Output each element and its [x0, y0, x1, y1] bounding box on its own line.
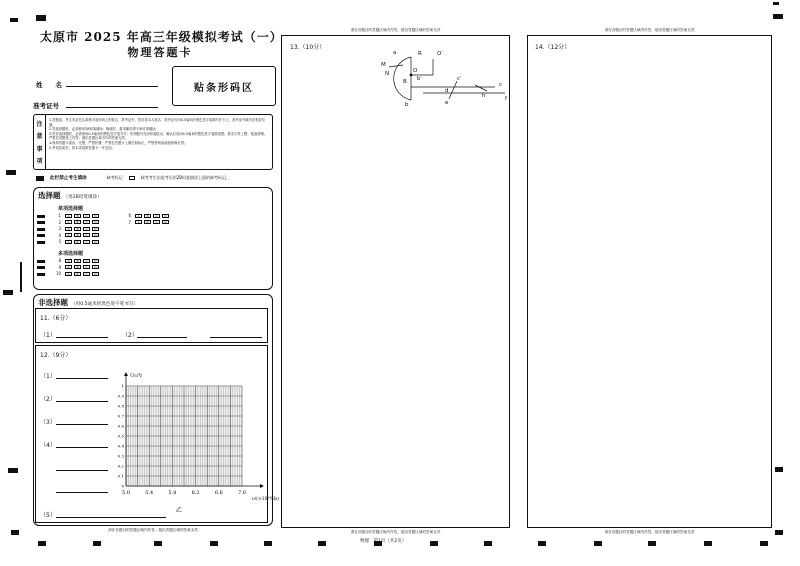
option-bubble[interactable]: B: [74, 272, 81, 276]
option-bubble[interactable]: D: [92, 214, 99, 218]
registration-mark: [704, 541, 712, 546]
timing-mark: [37, 260, 45, 263]
exam-title: 太原市 2025 年高三年级模拟考试（一）: [40, 30, 283, 44]
question-number: 7: [128, 219, 131, 225]
x-axis-label: ν/(×10¹⁴Hz): [252, 497, 280, 502]
multi-choice-head: 多项选择题: [58, 251, 84, 257]
registration-mark: [773, 14, 783, 19]
question-number: 10: [55, 271, 61, 276]
registration-mark: [594, 541, 602, 546]
q12-blank-1[interactable]: [56, 378, 108, 379]
x-axis-arrow: [260, 484, 264, 488]
registration-mark: [6, 170, 16, 175]
label-O: O: [413, 68, 418, 74]
name-label: 姓 名: [36, 81, 62, 89]
option-bubble[interactable]: B: [74, 214, 81, 218]
label-R: R: [418, 51, 422, 57]
x-tick-label: 6.6: [214, 490, 223, 496]
option-bubble[interactable]: C: [83, 259, 90, 263]
choice-row: [55, 271, 99, 276]
option-bubble[interactable]: D: [92, 265, 99, 269]
question-number: 6: [128, 213, 131, 218]
label-N: N: [385, 71, 390, 77]
y-tick-label: 0.7: [117, 413, 124, 419]
q11-blank-2-label: （2）: [122, 332, 138, 339]
notes-text: 1.答题前，考生务必先认真核对条形码上的姓名、准考证号，然后将本人姓名、准考证号用0.5毫米的黑色签字笔填写在卡上，准考证号填写在相应位置。 2.答选择题时，必须使用2B铅笔填涂；修改时，要用橡皮擦干净后再填涂。 3.答非选择题时，必须使用0.5毫米的黑色签字笔书写；作图题可先用铅笔绘出，确认后再用0.5毫米的黑色签字笔描清楚。要求字体工整、笔迹清晰。严禁在试题卷上作答；超出答题区域书写的答案无效。 4.保持答题卡清洁、完整，严禁折叠，严禁在答题卡上做任何标记，严禁使用涂改液和修正带。 5.考试结束后，将本试卷和答题卡一并交回。: [49, 118, 268, 150]
option-bubble[interactable]: B: [74, 227, 81, 231]
x-tick-label: 7.0: [238, 490, 246, 496]
option-bubble[interactable]: D: [162, 214, 169, 218]
registration-mark: [8, 468, 18, 473]
timing-mark: [37, 215, 45, 218]
q12-item-3-label: （3）: [40, 419, 56, 426]
option-bubble[interactable]: B: [74, 220, 81, 224]
registration-mark: [3, 290, 13, 295]
question-number: 1: [58, 213, 61, 218]
option-bubble[interactable]: B: [74, 233, 81, 237]
option-bubble[interactable]: C: [83, 272, 90, 276]
question-number: 3: [58, 226, 61, 231]
option-bubble[interactable]: B: [74, 240, 81, 244]
choice-row: [55, 258, 99, 263]
registration-mark: [484, 541, 492, 546]
option-bubble[interactable]: D: [92, 220, 99, 224]
q12-blank-2[interactable]: [56, 401, 108, 402]
page-footer: 物理 第1页（共2页）: [360, 539, 407, 544]
label-e: e: [445, 100, 449, 106]
option-bubble[interactable]: D: [92, 227, 99, 231]
option-bubble[interactable]: B: [144, 220, 151, 224]
q12-blank-4c[interactable]: [56, 492, 108, 493]
registration-mark: [775, 530, 783, 535]
registration-mark: [20, 262, 22, 292]
option-bubble[interactable]: C: [83, 265, 90, 269]
question-number: 9: [58, 264, 61, 270]
option-bubble[interactable]: A: [65, 214, 72, 218]
notes-panel: [33, 114, 273, 170]
registration-mark: [760, 541, 768, 546]
registration-mark: [538, 541, 546, 546]
q11-blank-1[interactable]: [56, 337, 108, 338]
y-tick-label: 0.4: [117, 443, 124, 449]
choice-row: [55, 220, 99, 225]
option-bubble[interactable]: A: [135, 220, 142, 224]
q11-blank-1-label: （1）: [40, 332, 56, 339]
name-field[interactable]: [66, 86, 158, 87]
option-bubble[interactable]: A: [65, 259, 72, 263]
top-banner-right: 请在各题目的答题区域内作答，超出答题区域的答案无效: [604, 28, 695, 32]
x-tick-label: 6.2: [191, 490, 200, 496]
registration-mark: [38, 541, 46, 546]
q14-box: [527, 35, 772, 528]
absent-label: 此栏禁止考生填涂: [50, 176, 87, 181]
y-tick-label: 0: [121, 483, 124, 489]
option-bubble[interactable]: D: [162, 220, 169, 224]
bottom-banner-mid: 请在各题目的答题区域内作答，超出答题区域的答案无效: [350, 530, 441, 534]
choice-row: [125, 213, 169, 218]
option-bubble[interactable]: C: [83, 227, 90, 231]
y-tick-label: 0.6: [117, 423, 124, 429]
label-B: B: [403, 79, 407, 85]
ticket-field[interactable]: [66, 107, 158, 108]
option-bubble[interactable]: C: [83, 233, 90, 237]
absent-row: [36, 172, 273, 184]
question-number: 4: [58, 232, 61, 238]
y-tick-label: 0.5: [117, 433, 124, 439]
y-tick-label: 0.1: [117, 473, 124, 479]
q12-blank-4b[interactable]: [56, 470, 108, 471]
option-bubble[interactable]: A: [65, 233, 72, 237]
q14-title: 14.（12分）: [535, 44, 571, 51]
label-d: d: [445, 88, 449, 94]
x-tick-label: 5.8: [168, 490, 177, 496]
x-tick-label: 5.4: [145, 490, 154, 496]
registration-mark: [773, 2, 779, 5]
absent-hint: 缺考考生由监考员用2B铅笔填涂上面的缺考标记。: [140, 175, 231, 180]
option-bubble[interactable]: A: [65, 240, 72, 244]
q12-item-5-label: （5）: [40, 512, 56, 519]
y-axis-label: Uc/V: [130, 373, 143, 379]
option-bubble[interactable]: A: [65, 272, 72, 276]
q12-title: 12.（9分）: [40, 352, 72, 359]
question-number: 8: [58, 258, 61, 263]
q11-blank-2[interactable]: [137, 337, 187, 338]
q12-graph[interactable]: [110, 370, 280, 520]
y-tick-label: 0.3: [117, 453, 124, 459]
registration-mark: [264, 541, 272, 546]
registration-mark: [648, 541, 656, 546]
absent-checkbox[interactable]: [129, 176, 135, 180]
option-bubble[interactable]: B: [74, 265, 81, 269]
option-bubble[interactable]: C: [153, 214, 160, 218]
q11-title: 11.（6分）: [40, 315, 72, 322]
choice-row: [55, 239, 99, 244]
option-bubble[interactable]: A: [65, 220, 72, 224]
timing-mark: [36, 176, 44, 181]
q12-blank-3[interactable]: [56, 424, 108, 425]
option-bubble[interactable]: C: [83, 220, 90, 224]
top-banner-mid: 请在各题目的答题区域内作答，超出答题区域的答案无效: [350, 28, 441, 32]
label-h: h: [482, 93, 486, 99]
label-f: f: [505, 96, 507, 102]
q12-blank-4[interactable]: [56, 447, 108, 448]
option-bubble[interactable]: A: [65, 227, 72, 231]
option-bubble[interactable]: D: [92, 259, 99, 263]
question-number: 2: [58, 219, 61, 225]
option-bubble[interactable]: C: [83, 214, 90, 218]
option-bubble[interactable]: D: [92, 240, 99, 244]
option-bubble[interactable]: B: [144, 214, 151, 218]
nonchoice-title: 非选择题 （用0.5毫米的黑色签字笔书写）: [38, 298, 139, 307]
q11-blank-3[interactable]: [210, 337, 262, 338]
ticket-label: 准考证号: [33, 102, 59, 110]
registration-mark: [210, 541, 218, 546]
option-bubble[interactable]: C: [83, 240, 90, 244]
label-Oprime: O′: [437, 51, 443, 57]
timing-mark: [37, 273, 45, 276]
timing-mark: [37, 234, 45, 237]
x-tick-label: 5.0: [122, 490, 130, 496]
label-cprime: c′: [457, 76, 462, 82]
option-bubble[interactable]: D: [92, 233, 99, 237]
label-bprime: b′: [417, 76, 422, 82]
choice-row: [125, 220, 169, 225]
single-choice-head: 单项选择题: [58, 206, 84, 212]
label-b: b: [405, 102, 409, 108]
q13-diagram: [375, 45, 515, 110]
graph-caption: 乙: [176, 507, 183, 514]
label-M: M: [381, 62, 386, 68]
choice-row: [55, 233, 99, 238]
q12-item-2-label: （2）: [40, 396, 56, 403]
registration-mark: [430, 541, 438, 546]
q13-title: 13.（10分）: [290, 44, 326, 51]
registration-mark: [775, 467, 783, 472]
notes-side-label: 注 意 事 项: [34, 115, 46, 169]
registration-mark: [154, 541, 162, 546]
sheet-subtitle: 物理答题卡: [127, 46, 193, 59]
timing-mark: [37, 266, 45, 269]
registration-mark: [11, 530, 19, 535]
option-bubble[interactable]: A: [135, 214, 142, 218]
label-a: a: [393, 50, 397, 56]
question-number: 5: [58, 239, 61, 244]
timing-mark: [37, 241, 45, 244]
y-axis-arrow: [124, 372, 128, 376]
registration-mark: [93, 541, 101, 546]
absent-mark-label: 缺考标记: [106, 175, 123, 180]
registration-mark: [10, 18, 18, 22]
option-bubble[interactable]: C: [153, 220, 160, 224]
option-bubble[interactable]: D: [92, 272, 99, 276]
label-c: c: [499, 82, 503, 88]
timing-mark: [37, 228, 45, 231]
y-tick-label: 0.8: [117, 403, 124, 409]
y-tick-label: 0.2: [117, 463, 124, 469]
q12-item-4-label: （4）: [40, 442, 56, 449]
option-bubble[interactable]: A: [65, 265, 72, 269]
registration-mark: [318, 541, 326, 546]
choice-row: [55, 213, 99, 218]
barcode-area: 贴条形码区: [172, 66, 276, 106]
y-tick-label: 0.9: [117, 393, 124, 399]
choice-row: [55, 265, 99, 270]
q12-item-1-label: （1）: [40, 373, 56, 380]
bottom-banner-left: 请在各题目的答题区域内作答，超出答题区域的答案无效: [108, 528, 198, 532]
y-tick-label: 1: [121, 383, 124, 389]
choice-row: [55, 226, 99, 231]
registration-mark: [36, 15, 46, 21]
choice-title: 选择题 （用2B铅笔填涂）: [38, 191, 102, 200]
option-bubble[interactable]: B: [74, 259, 81, 263]
timing-mark: [37, 221, 45, 224]
bottom-banner-right: 请在各题目的答题区域内作答，超出答题区域的答案无效: [604, 530, 695, 534]
